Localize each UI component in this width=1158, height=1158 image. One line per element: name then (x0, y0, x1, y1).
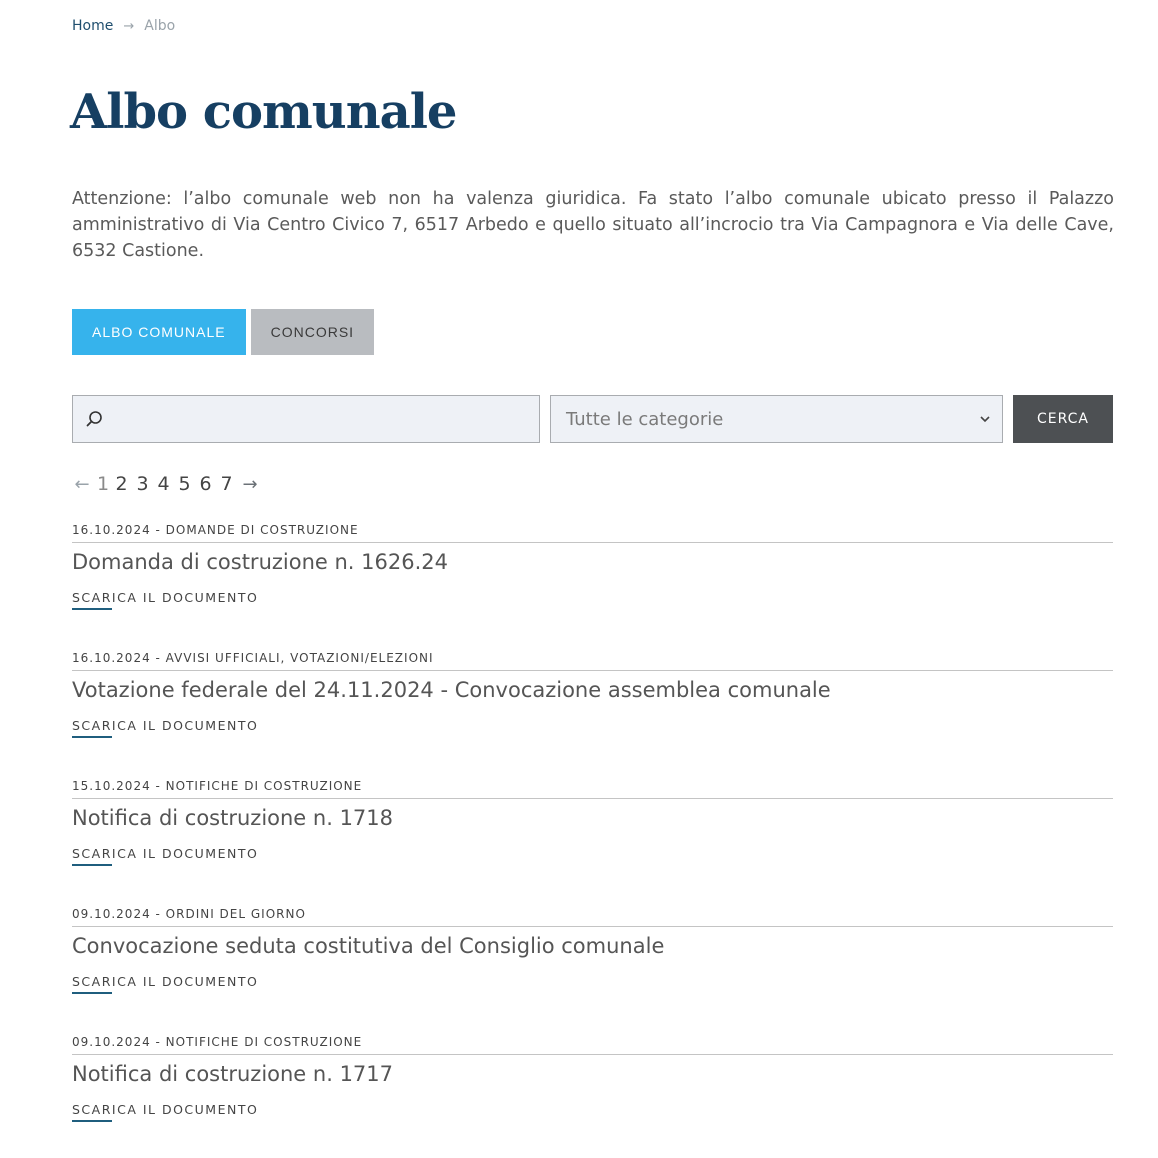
entry-meta: 15.10.2024 - NOTIFICHE DI COSTRUZIONE (72, 779, 1113, 799)
search-icon (85, 410, 103, 428)
search-field[interactable] (72, 395, 540, 443)
tab-concorsi[interactable]: CONCORSI (251, 309, 374, 355)
list-item (72, 651, 1113, 738)
list-item (72, 1035, 1113, 1122)
page-link-3[interactable]: 3 (136, 473, 149, 495)
chevron-down-icon (978, 412, 992, 426)
section-tabs (72, 309, 374, 355)
list-item (72, 907, 1113, 994)
download-document-link[interactable]: SCARICA IL DOCUMENTO (72, 718, 258, 738)
entry-meta: 09.10.2024 - ORDINI DEL GIORNO (72, 907, 1113, 927)
list-item (72, 779, 1113, 866)
entry-title: Domanda di costruzione n. 1626.24 (72, 550, 448, 574)
search-bar (72, 395, 1113, 443)
download-document-link[interactable]: SCARICA IL DOCUMENTO (72, 846, 258, 866)
page-link-6[interactable]: 6 (199, 473, 212, 495)
pagination (70, 473, 262, 495)
tab-albo-comunale[interactable]: ALBO COMUNALE (72, 309, 246, 355)
entry-title: Notifica di costruzione n. 1718 (72, 806, 394, 830)
list-item (72, 523, 1113, 610)
search-input[interactable] (103, 396, 539, 442)
category-select-value: Tutte le categorie (566, 408, 724, 430)
page-link-1: 1 (96, 473, 110, 495)
next-page-arrow-icon[interactable]: → (242, 473, 258, 495)
arrow-right-icon: → (123, 18, 135, 34)
entry-meta: 09.10.2024 - NOTIFICHE DI COSTRUZIONE (72, 1035, 1113, 1055)
breadcrumb-home-link[interactable]: Home (72, 18, 114, 34)
entry-meta: 16.10.2024 - AVVISI UFFICIALI, VOTAZIONI/ELEZIONI (72, 651, 1113, 671)
prev-page-arrow-icon[interactable]: ← (74, 473, 90, 495)
page-link-7[interactable]: 7 (220, 473, 233, 495)
page-link-4[interactable]: 4 (157, 473, 170, 495)
search-button[interactable]: CERCA (1013, 395, 1113, 443)
breadcrumb (72, 18, 175, 34)
entry-title: Votazione federale del 24.11.2024 - Convocazione assemblea comunale (72, 678, 831, 702)
download-document-link[interactable]: SCARICA IL DOCUMENTO (72, 1102, 258, 1122)
legal-notice: Attenzione: l’albo comunale web non ha valenza giuridica. Fa stato l’albo comunale ubicato presso il Palazzo amministrativo di Via Centro Civico 7, 6517 Arbedo e quello situato all’incrocio tra Via Campagnora e Via delle Cave, 6532 Castione. (72, 189, 1114, 261)
download-document-link[interactable]: SCARICA IL DOCUMENTO (72, 590, 258, 610)
entry-title: Convocazione seduta costitutiva del Consiglio comunale (72, 934, 665, 958)
entry-title: Notifica di costruzione n. 1717 (72, 1062, 394, 1086)
entry-meta: 16.10.2024 - DOMANDE DI COSTRUZIONE (72, 523, 1113, 543)
page-title: Albo comunale (70, 84, 457, 140)
download-document-link[interactable]: SCARICA IL DOCUMENTO (72, 974, 258, 994)
page-link-5[interactable]: 5 (178, 473, 191, 495)
page-link-2[interactable]: 2 (115, 473, 128, 495)
breadcrumb-current: Albo (144, 18, 176, 34)
category-select[interactable] (550, 395, 1003, 443)
